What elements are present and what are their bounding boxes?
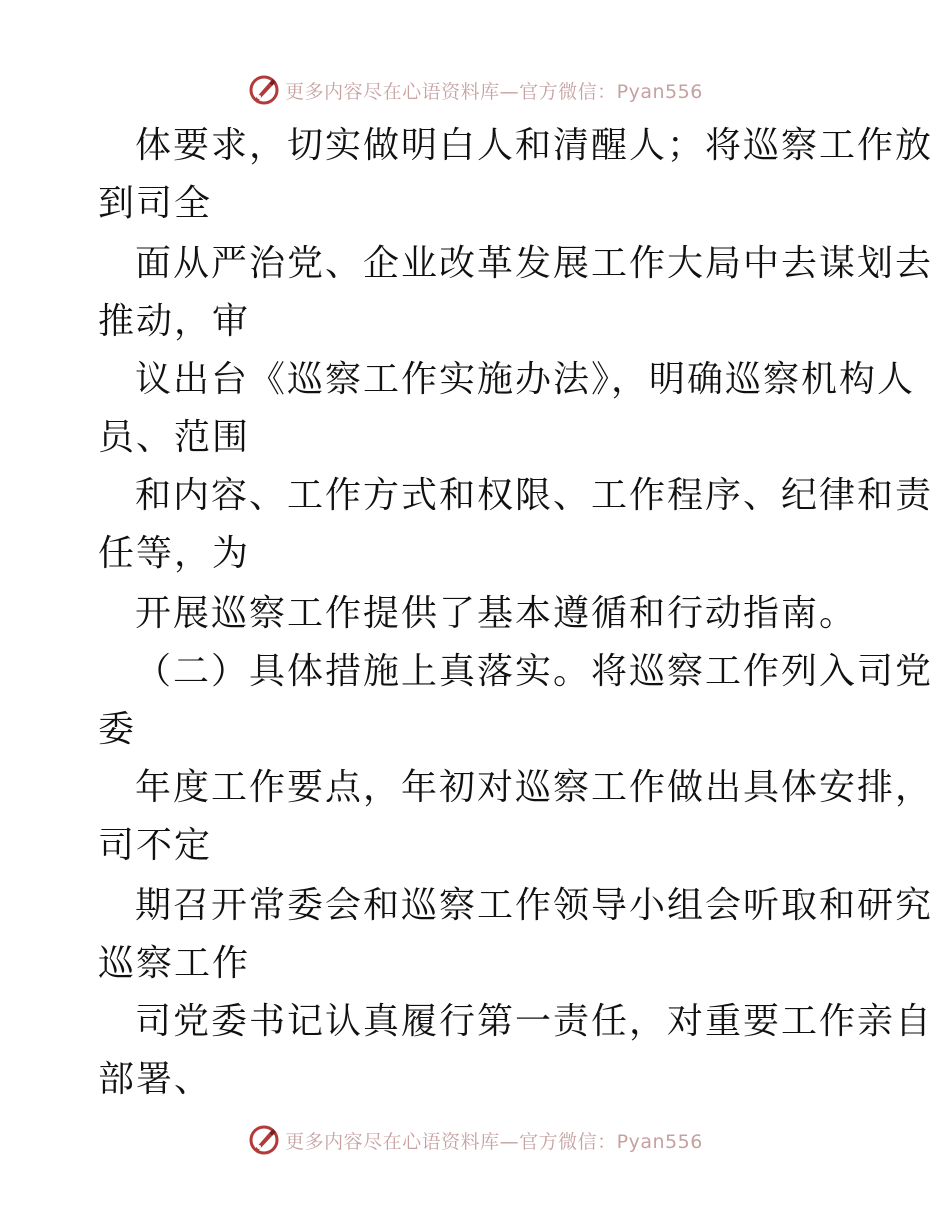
footer-watermark [0, 1122, 950, 1158]
text-line: 体要求，切实做明白人和清醒人；将巡察工作放 [135, 125, 934, 166]
text-line: 推动，审 [98, 301, 251, 342]
text-line: 年度工作要点，年初对巡察工作做出具体安排， [135, 767, 934, 808]
text-line: 开展巡察工作提供了基本遵循和行动指南。 [135, 593, 858, 634]
text-line: 任等，为 [98, 533, 251, 574]
section-heading-line: （二）具体措施上真落实。将巡察工作列入司党 [135, 651, 934, 692]
watermark-text: 更多内容尽在心语资料库—官方微信：Pyan556 [285, 1130, 703, 1153]
text-line: 部署、 [98, 1059, 213, 1100]
text-line: 司不定 [98, 825, 213, 866]
text-line: 议出台《巡察工作实施办法》，明确巡察机构人 [135, 359, 916, 400]
text-line: 面从严治党、企业改革发展工作大局中去谋划去 [135, 243, 934, 284]
pen-seal-icon [247, 1123, 281, 1157]
text-line: 员、范围 [98, 417, 251, 458]
text-line: 司党委书记认真履行第一责任，对重要工作亲自 [135, 1001, 934, 1042]
text-line: 和内容、工作方式和权限、工作程序、纪律和责 [135, 475, 934, 516]
text-line: 委 [98, 709, 137, 750]
text-line: 期召开常委会和巡察工作领导小组会听取和研究 [135, 885, 934, 926]
text-line: 巡察工作 [98, 943, 251, 984]
pen-seal-icon [247, 73, 281, 107]
watermark-text: 更多内容尽在心语资料库—官方微信：Pyan556 [285, 80, 703, 103]
header-watermark [0, 72, 950, 108]
text-line: 到司全 [98, 183, 213, 224]
